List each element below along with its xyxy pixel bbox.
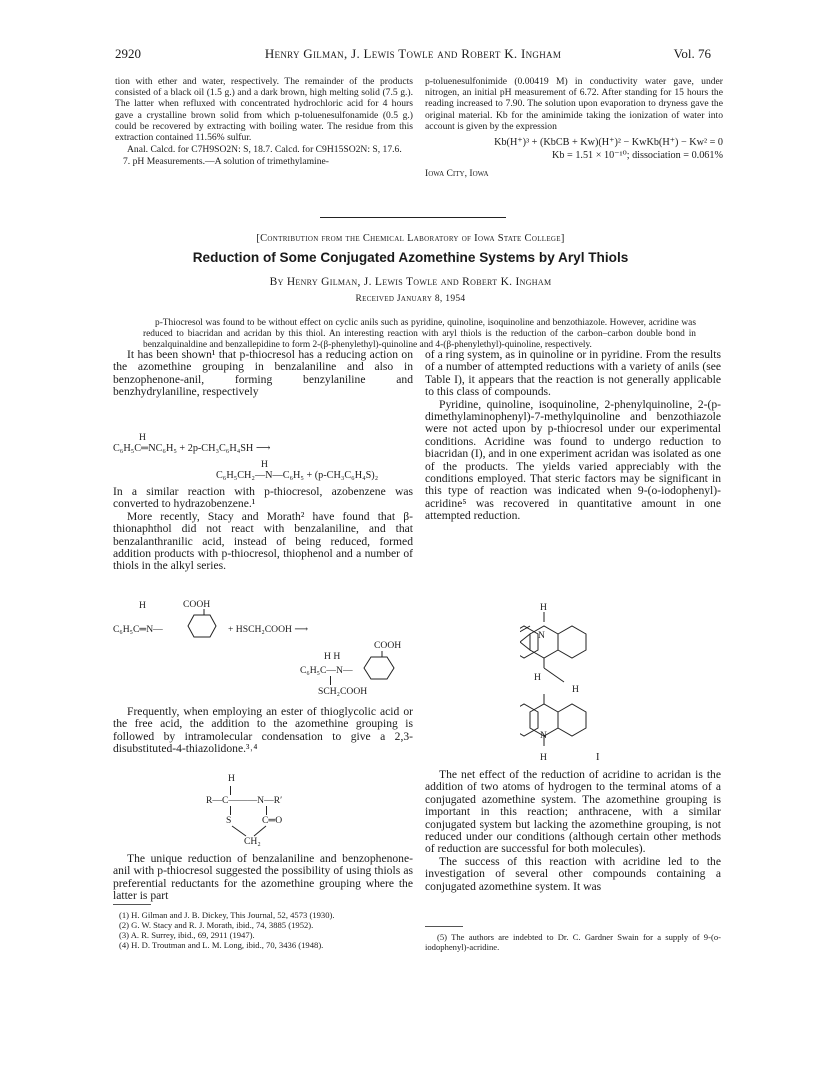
- eq2-reagent: + HSCH₂COOH ⟶: [228, 624, 309, 635]
- eq2-line-1: C₆H₅C═N—: [113, 624, 163, 635]
- abstract: p-Thiocresol was found to be without effect on cyclic anils such as pyridine, quinoline, isoquinoline and benzothiazole. However, acridine was reduced to biacridan and acridan by this thiol. An interesting reaction with aryl thiols is the reduction of the carbon–carbon double bond in benzalquinaldine and benzallepidine to form 2-(β-phenylethyl)-quinoline and 4-(β-phenylethyl)-quinoline, respectively.: [143, 318, 696, 350]
- paragraph: More recently, Stacy and Morath² have found that β-thionaphthol did not react with benzalaniline, and that benzalanthranilic acid, instead of being reduced, formed addition products with p-thiocresol, thiophenol and a number of thiols in the alkyl series.: [113, 509, 413, 573]
- prev-article-left: [115, 76, 413, 168]
- bond-line: [330, 676, 331, 685]
- thz-line-1: R—C———N—R′: [206, 795, 283, 806]
- benzene-ring-icon: [176, 609, 222, 643]
- paragraph: In a similar reaction with p-thiocresol, azobenzene was converted to hydrazobenzene.¹: [113, 485, 413, 511]
- eq1-h2: H: [261, 459, 268, 470]
- eq2-product-sub: SCH₂COOH: [318, 686, 368, 697]
- eq2-product-hh: H H: [324, 651, 341, 662]
- eq1-h: H: [139, 432, 146, 443]
- page-number: 2920: [115, 46, 141, 61]
- biacridan-n2: N: [540, 730, 547, 741]
- footnote-3: (3) A. R. Surrey, ibid., 69, 2911 (1947).: [119, 930, 255, 940]
- footnote-rule: [425, 926, 463, 927]
- right-col-para-1-2: [425, 349, 721, 523]
- left-col-para-1: [113, 349, 413, 399]
- footnote-rule: [113, 904, 151, 905]
- volume-label: Vol. 76: [673, 46, 711, 61]
- benzene-ring-icon: [358, 651, 406, 685]
- prev-article-right: [425, 76, 723, 179]
- article-separator: [320, 217, 506, 218]
- left-col-para-4: [113, 706, 413, 756]
- footnote-1: (1) H. Gilman and J. B. Dickey, This Journal, 52, 4573 (1930).: [119, 910, 335, 920]
- running-title: Henry Gilman, J. Lewis Towle and Robert K. Ingham: [264, 46, 562, 61]
- footnotes-left: [119, 910, 335, 950]
- paragraph: The unique reduction of benzalaniline and benzophenone-anil with p-thiocresol suggested the possibility of using thiols as preferential reductants for the azomethine grouping where the latter is part: [113, 852, 413, 903]
- paragraph: The net effect of the reduction of acridine to acridan is the addition of two atoms of hydrogen to the terminal atoms of a conjugated azomethine system. The azomethine grouping is important in this reaction; anthracene, with a similar conjugated system but lacking the azomethine grouping, is not reduced under our conditions (although certain other methods of reduction are successful for both molecules).: [425, 768, 721, 856]
- footnote-5: (5) The authors are indebted to Dr. C. Gardner Swain for a supply of 9-(o-iodophenyl)-acridine.: [425, 932, 721, 952]
- thz-h: H: [228, 773, 235, 784]
- left-col-para-2-3: [113, 486, 413, 573]
- biacridan-h-mid: H: [534, 672, 541, 683]
- contribution-line: [Contribution from the Chemical Laboratory of Iowa State College]: [256, 233, 565, 244]
- thz-s: S: [226, 815, 232, 826]
- eq2-cooh: COOH: [183, 599, 211, 610]
- equation-line-1: Kb(H⁺)³ + (KbCB + Kw)(H⁺)² − KwKb(H⁺) − Kw² = 0: [494, 137, 723, 149]
- equation-line-2: Kb = 1.51 × 10⁻¹⁰; dissociation = 0.061%: [552, 150, 723, 162]
- bond-line: [230, 786, 231, 795]
- thz-co: C═O: [262, 815, 283, 826]
- eq1-line-2: C₆H₅CH₂—N—C₆H₅ + (p-CH₃C₆H₄S)₂: [216, 470, 379, 481]
- thz-ch2: CH₂: [244, 836, 261, 847]
- paragraph: Pyridine, quinoline, isoquinoline, 2-phenylquinoline, 2-(p-dimethylaminophenyl)-7-methylquinoline and benzothiazole were not acted upon by p-thiocresol under our experimental conditions. Acridine was found to undergo reduction to biacridan (I), and in one experiment acridan was isolated as one of the products. The yields varied appreciably with the conditions employed. That steric factors may be significant in this type of reaction was indicated when 9-(o-iodophenyl)-acridine⁵ was recovered in quantitative amount in one attempted reduction.: [425, 397, 721, 523]
- bond-line: [230, 806, 231, 815]
- paragraph: of a ring system, as in quinoline or in pyridine. From the results of a number of attempted reductions with a variety of anils (see Table I), it appears that the reaction is not generally applicable to this class of compounds.: [425, 348, 721, 399]
- biacridan-h-mid2: H: [572, 684, 579, 695]
- paragraph: Frequently, when employing an ester of thioglycolic acid or the free acid, the addition to the azomethine grouping is followed by intramolecular condensation to give a 2,3-disubstituted-4-thiazolidone.³˒⁴: [113, 705, 413, 756]
- footnote-2: (2) G. W. Stacy and R. J. Morath, ibid., 74, 3885 (1952).: [119, 920, 314, 930]
- article-title: Reduction of Some Conjugated Azomethine Systems by Aryl Thiols: [192, 250, 629, 265]
- left-col-para-5: [113, 853, 413, 903]
- eq2-h: H: [139, 600, 146, 611]
- bond-line: [266, 806, 267, 815]
- footnote-4: (4) H. D. Troutman and L. M. Long, ibid., 70, 3436 (1948).: [119, 940, 324, 950]
- eq2-product-cooh: COOH: [374, 640, 402, 651]
- eq2-product-line: C₆H₅C—N—: [300, 665, 353, 676]
- compound-label: I: [596, 752, 600, 763]
- prev-article-paragraph-right: p-toluenesulfonimide (0.00419 M) in conductivity water gave, under nitrogen, an initial pH measurement of 6.72. After standing for 15 hours the reading increased to 7.90. The solution upon evaporation to dryness gave the original material. Kb for the aminimide taking the ionization of water into account is given by the expression: [425, 76, 723, 132]
- running-header: [115, 46, 711, 64]
- prev-article-paragraph: tion with ether and water, respectively. The remainder of the products consisted of a black oil (1.5 g.) and a dark brown, high melting solid (7.5 g.). The latter when refluxed with concentrated hydrochloric acid for 4 hours gave a crystalline brown solid from which p-toluenesulfonamide (0.5 g.) could be recovered by extracting with boiling water. The residue from this extraction contained 11.56% sulfur.: [115, 76, 413, 144]
- paragraph: The success of this reaction with acridine led to the investigation of several other compounds containing a conjugated azomethine system. It was: [425, 854, 721, 893]
- analysis-line: Anal. Calcd. for C7H9SO2N: S, 18.7. Calcd. for C9H15SO2N: S, 17.6.: [127, 144, 402, 156]
- eq1-line-1: C₆H₅C═NC₆H₅ + 2p-CH₃C₆H₄SH ⟶: [113, 443, 271, 454]
- location-line: Iowa City, Iowa: [425, 168, 489, 180]
- biacridan-h-top: H: [540, 602, 547, 613]
- section-7-heading: 7. pH Measurements.—A solution of trimethylamine-: [123, 156, 329, 168]
- right-col-para-3-4: [425, 769, 721, 893]
- paragraph: It has been shown¹ that p-thiocresol has a reducing action on the azomethine grouping in benzalaniline and also in benzophenone-anil, forming benzylaniline and benzhydrylaniline, respectively: [113, 348, 413, 399]
- biacridan-h-bot: H: [540, 752, 547, 763]
- article-authors: By Henry Gilman, J. Lewis Towle and Robert K. Ingham: [269, 276, 552, 288]
- received-date: Received January 8, 1954: [355, 294, 466, 304]
- biacridan-n1: N: [538, 630, 545, 641]
